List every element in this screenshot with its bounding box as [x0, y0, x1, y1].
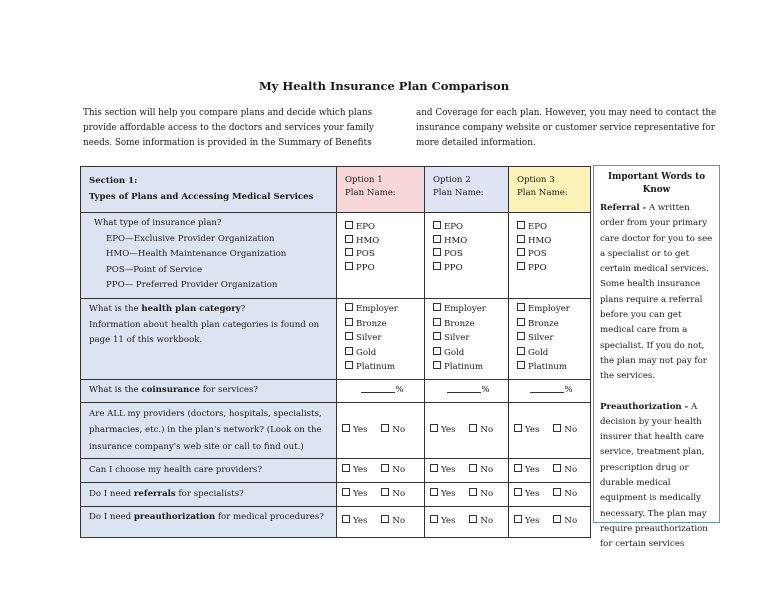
checkbox-icon — [433, 235, 441, 243]
category-note: Information about health plan categories is found on page 11 of this workbook. — [89, 319, 320, 345]
checkbox-silver[interactable] — [345, 331, 419, 346]
checkbox-yes[interactable] — [514, 465, 539, 475]
checkbox-pos[interactable] — [433, 248, 503, 262]
checkbox-no[interactable] — [469, 465, 493, 475]
checkbox-no[interactable] — [553, 425, 577, 435]
blank-line — [447, 383, 481, 393]
question-network: Are ALL my providers (doctors, hospitals, specialists, pharmacies, etc.) in the plan's network? (Look on the insurance company's web site or call to find out.) — [81, 402, 337, 459]
checkbox-icon — [345, 303, 353, 311]
checkbox-bronze[interactable] — [433, 317, 503, 332]
checkbox-icon — [514, 464, 522, 472]
term-definition: A decision by your health insurer that health care service, treatment plan, prescription drug or durable medical equipment is medically necessary. The plan may require preauthorization for certain services — [600, 401, 708, 550]
checkbox-icon — [517, 361, 525, 369]
checkbox-gold[interactable] — [517, 346, 585, 361]
checkbox-yes[interactable] — [342, 489, 367, 499]
question-keyword: health plan category — [141, 304, 241, 314]
checkbox-epo[interactable] — [517, 221, 585, 235]
percent-unit: % — [395, 385, 404, 395]
checkbox-yes[interactable] — [430, 465, 455, 475]
checkbox-icon — [433, 318, 441, 326]
checkbox-icon — [342, 515, 350, 523]
checkbox-icon — [517, 262, 525, 270]
checkbox-label: Bronze — [444, 318, 475, 329]
checkbox-no[interactable] — [381, 516, 405, 526]
question-text: for medical procedures? — [215, 512, 324, 522]
checkbox-icon — [517, 332, 525, 340]
checkbox-hmo[interactable] — [345, 235, 419, 249]
checkbox-label: Yes — [441, 488, 456, 499]
checkbox-label: POS — [356, 249, 375, 259]
plan-name-label[interactable]: Plan Name: — [345, 187, 396, 198]
option-label: Option 3 — [517, 175, 555, 185]
checkbox-icon — [553, 464, 561, 472]
checkbox-silver[interactable] — [433, 331, 503, 346]
checkbox-icon — [517, 248, 525, 256]
checkbox-yes[interactable] — [514, 425, 539, 435]
checkbox-icon — [514, 515, 522, 523]
checkbox-label: Yes — [525, 516, 540, 527]
percent-unit: % — [564, 385, 573, 395]
question-text: What is the — [89, 385, 142, 395]
checkbox-pos[interactable] — [345, 248, 419, 262]
question-category — [89, 302, 331, 318]
checkbox-platinum[interactable] — [517, 360, 585, 375]
checkbox-label: No — [392, 488, 406, 499]
checkbox-icon — [345, 332, 353, 340]
checkbox-icon — [381, 424, 389, 432]
checkbox-employer[interactable] — [433, 302, 503, 317]
checkbox-icon — [342, 424, 350, 432]
checkbox-label: HMO — [444, 235, 468, 246]
sidebar-title: Important Words to Know — [607, 172, 706, 195]
term-name: Preauthorization - — [600, 401, 689, 412]
checkbox-icon — [345, 347, 353, 355]
checkbox-icon — [345, 361, 353, 369]
checkbox-icon — [381, 488, 389, 496]
question-text: Do I need — [89, 488, 134, 499]
checkbox-no[interactable] — [469, 516, 493, 526]
plan-name-label[interactable]: Plan Name: — [433, 187, 484, 198]
checkbox-icon — [342, 464, 350, 472]
checkbox-icon — [430, 515, 438, 523]
checkbox-gold[interactable] — [345, 346, 419, 361]
definition-epo: EPO—Exclusive Provider Organization — [106, 233, 275, 244]
checkbox-icon — [430, 464, 438, 472]
checkbox-icon — [381, 515, 389, 523]
checkbox-no[interactable] — [553, 516, 577, 526]
checkbox-icon — [433, 303, 441, 311]
checkbox-icon — [381, 464, 389, 472]
checkbox-label: No — [480, 424, 494, 435]
checkbox-icon — [342, 488, 350, 496]
checkbox-icon — [553, 488, 561, 496]
checkbox-label: PPO — [528, 262, 547, 273]
checkbox-label: Yes — [441, 464, 456, 475]
intro-text-right: and Coverage for each plan. However, you may need to contact the insurance company website or customer service representative for more detailed information. — [416, 108, 717, 149]
checkbox-hmo[interactable] — [433, 235, 503, 249]
percent-unit: % — [481, 385, 490, 395]
checkbox-label: EPO — [528, 222, 548, 232]
table-row-network — [81, 402, 591, 459]
checkbox-label: HMO — [528, 235, 552, 246]
option-2-header — [425, 167, 509, 213]
question-keyword: preauthorization — [133, 512, 216, 522]
question-keyword: referrals — [133, 488, 176, 499]
option-label: Option 2 — [433, 175, 471, 185]
checkbox-icon — [433, 221, 441, 229]
checkbox-label: No — [564, 488, 578, 499]
question-text: ? — [240, 304, 246, 314]
checkbox-label: Silver — [444, 333, 470, 343]
coinsurance-input[interactable] — [337, 380, 425, 403]
checkbox-icon — [433, 248, 441, 256]
checkbox-icon — [433, 347, 441, 355]
checkbox-label: PPO — [356, 262, 375, 273]
checkbox-label: Silver — [356, 333, 382, 343]
table-row-category — [81, 299, 591, 380]
question-choose-provider: Can I choose my health care providers? — [81, 459, 337, 483]
checkbox-label: No — [480, 488, 494, 499]
checkbox-label: Yes — [525, 464, 540, 475]
checkbox-icon — [514, 488, 522, 496]
checkbox-label: No — [480, 516, 494, 527]
checkbox-no[interactable] — [381, 489, 405, 499]
term-name: Referral - — [600, 203, 647, 213]
checkbox-label: Yes — [525, 424, 540, 435]
definition-hmo: HMO—Health Maintenance Organization — [106, 249, 287, 259]
checkbox-label: Yes — [353, 424, 368, 435]
checkbox-employer[interactable] — [517, 302, 585, 317]
checkbox-label: Gold — [444, 347, 465, 358]
checkbox-label: Bronze — [528, 318, 559, 329]
checkbox-label: PPO — [444, 262, 463, 273]
checkbox-label: Yes — [353, 516, 368, 527]
checkbox-label: Employer — [444, 304, 486, 314]
checkbox-no[interactable] — [553, 465, 577, 475]
checkbox-icon — [517, 221, 525, 229]
table-row-preauthorization — [81, 507, 591, 538]
checkbox-label: Employer — [356, 304, 398, 314]
checkbox-no[interactable] — [381, 465, 405, 475]
checkbox-label: Gold — [528, 347, 549, 358]
table-row-plan-type — [81, 213, 591, 299]
checkbox-silver[interactable] — [517, 331, 585, 346]
table-row-referrals — [81, 483, 591, 507]
checkbox-yes[interactable] — [342, 516, 367, 526]
checkbox-label: No — [392, 424, 406, 435]
checkbox-icon — [514, 424, 522, 432]
section-label: Section 1: — [89, 176, 138, 186]
checkbox-gold[interactable] — [433, 346, 503, 361]
definition-ppo: PPO— Preferred Provider Organization — [106, 280, 278, 290]
checkbox-yes[interactable] — [430, 425, 455, 435]
option-1-header — [337, 167, 425, 213]
checkbox-icon — [553, 424, 561, 432]
checkbox-icon — [469, 515, 477, 523]
checkbox-label: Yes — [353, 464, 368, 475]
checkbox-hmo[interactable] — [517, 235, 585, 249]
checkbox-icon — [345, 318, 353, 326]
checkbox-label: Yes — [525, 488, 540, 499]
coinsurance-input[interactable] — [425, 380, 509, 403]
checkbox-yes[interactable] — [430, 516, 455, 526]
question-plan-type: What type of insurance plan? — [94, 218, 222, 228]
checkbox-ppo[interactable] — [517, 262, 585, 276]
intro-text-left: This section will help you compare plans and decide which plans provide affordable access to the doctors and services your family needs. Some information is provided in the Summary of Benefits — [83, 108, 374, 149]
coinsurance-input[interactable] — [509, 380, 591, 403]
checkbox-epo[interactable] — [433, 221, 503, 235]
checkbox-yes[interactable] — [430, 489, 455, 499]
checkbox-label: No — [564, 464, 578, 475]
question-text: for services? — [199, 385, 259, 395]
important-words-sidebar — [593, 165, 720, 550]
checkbox-label: Gold — [356, 347, 377, 358]
section-title: Types of Plans and Accessing Medical Services — [89, 191, 314, 202]
checkbox-label: POS — [528, 249, 547, 259]
checkbox-label: Employer — [528, 304, 570, 314]
checkbox-label: No — [392, 464, 406, 475]
checkbox-icon — [469, 424, 477, 432]
checkbox-icon — [517, 318, 525, 326]
checkbox-icon — [433, 361, 441, 369]
question-keyword: coinsurance — [141, 385, 200, 395]
checkbox-icon — [553, 515, 561, 523]
checkbox-bronze[interactable] — [517, 317, 585, 332]
checkbox-label: Platinum — [444, 362, 484, 372]
question-text: for specialists? — [175, 488, 244, 499]
checkbox-label: No — [564, 424, 578, 435]
checkbox-label: Bronze — [356, 318, 387, 329]
checkbox-employer[interactable] — [345, 302, 419, 317]
checkbox-bronze[interactable] — [345, 317, 419, 332]
option-3-header — [509, 167, 591, 213]
checkbox-icon — [430, 424, 438, 432]
term-referral — [600, 201, 713, 385]
checkbox-yes[interactable] — [514, 516, 539, 526]
checkbox-no[interactable] — [381, 425, 405, 435]
checkbox-label: EPO — [444, 222, 464, 232]
term-preauthorization — [600, 400, 713, 553]
plan-comparison-table — [80, 166, 590, 527]
checkbox-icon — [345, 235, 353, 243]
checkbox-yes[interactable] — [342, 425, 367, 435]
checkbox-no[interactable] — [469, 489, 493, 499]
checkbox-icon — [433, 332, 441, 340]
checkbox-icon — [345, 248, 353, 256]
checkbox-label: HMO — [356, 235, 380, 246]
checkbox-icon — [469, 464, 477, 472]
checkbox-epo[interactable] — [345, 221, 419, 235]
checkbox-icon — [433, 262, 441, 270]
checkbox-label: No — [392, 516, 406, 527]
checkbox-no[interactable] — [553, 489, 577, 499]
checkbox-platinum[interactable] — [433, 360, 503, 375]
checkbox-label: Platinum — [356, 362, 396, 372]
section-header — [81, 167, 337, 213]
checkbox-icon — [517, 347, 525, 355]
checkbox-label: EPO — [356, 222, 376, 232]
checkbox-icon — [345, 262, 353, 270]
term-definition: A written order from your primary care doctor for you to see a specialist or to get certain medical services. Some health insurance plans require a referral before you can get medical care from a specialist. If you do not, the plan may not pay for the services. — [600, 203, 713, 382]
checkbox-ppo[interactable] — [433, 262, 503, 276]
checkbox-pos[interactable] — [517, 248, 585, 262]
checkbox-icon — [517, 303, 525, 311]
checkbox-label: No — [564, 516, 578, 527]
checkbox-platinum[interactable] — [345, 360, 419, 375]
page-title: My Health Insurance Plan Comparison — [258, 79, 510, 93]
question-text: Do I need — [89, 512, 134, 522]
table-row-choose-provider — [81, 459, 591, 483]
option-label: Option 1 — [345, 175, 383, 185]
checkbox-yes[interactable] — [514, 489, 539, 499]
checkbox-no[interactable] — [469, 425, 493, 435]
table-row-coinsurance — [81, 380, 591, 403]
plan-name-label[interactable]: Plan Name: — [517, 187, 568, 198]
checkbox-yes[interactable] — [342, 465, 367, 475]
question-text: What is the — [89, 304, 142, 314]
blank-line — [530, 383, 564, 393]
checkbox-icon — [430, 488, 438, 496]
checkbox-label: Yes — [441, 424, 456, 435]
checkbox-label: Yes — [353, 488, 368, 499]
checkbox-icon — [469, 488, 477, 496]
checkbox-ppo[interactable] — [345, 262, 419, 276]
checkbox-icon — [345, 221, 353, 229]
checkbox-label: POS — [444, 249, 463, 259]
definition-pos: POS—Point of Service — [106, 264, 203, 275]
checkbox-label: No — [480, 464, 494, 475]
checkbox-label: Silver — [528, 333, 554, 343]
checkbox-label: Yes — [441, 516, 456, 527]
checkbox-label: Platinum — [528, 362, 568, 372]
blank-line — [361, 383, 395, 393]
checkbox-icon — [517, 235, 525, 243]
